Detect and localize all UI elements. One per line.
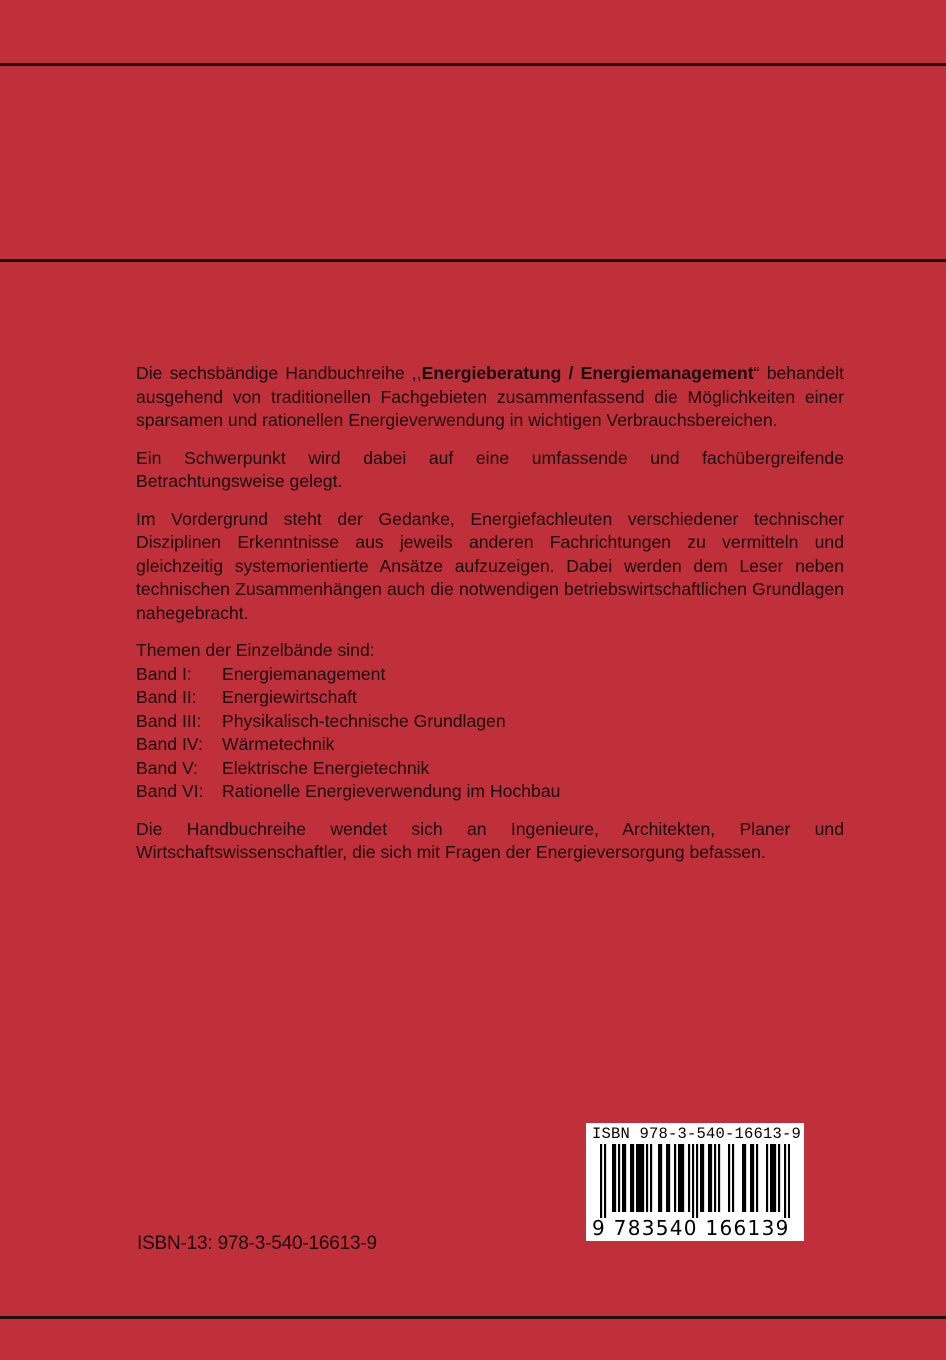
barcode-digits: 9 783540 166139: [592, 1216, 790, 1240]
barcode-bar: [718, 1144, 720, 1212]
barcode-bar: [702, 1144, 704, 1212]
barcode-bar: [650, 1144, 652, 1212]
barcode-bar: [638, 1144, 640, 1212]
top-rule-2: [0, 259, 946, 262]
barcode-bar: [784, 1144, 786, 1218]
barcode-bar: [708, 1144, 710, 1212]
barcode-bar: [636, 1144, 638, 1212]
bottom-rule: [0, 1316, 946, 1319]
band-row: Band III: Physikalisch-technische Grundlagen: [136, 710, 506, 731]
barcode-bar: [600, 1144, 602, 1218]
barcode-bar: [630, 1144, 632, 1212]
barcode-bar: [678, 1144, 680, 1212]
blurb-text: [136, 362, 844, 879]
barcode-bar: [750, 1144, 752, 1212]
barcode-bar: [788, 1144, 790, 1218]
top-rule-1: [0, 63, 946, 66]
barcode-bar: [774, 1144, 776, 1212]
barcode-bar: [674, 1144, 676, 1212]
barcode-bar: [700, 1144, 702, 1212]
barcode-bar: [752, 1144, 754, 1212]
band-row: Band VI: Rationelle Energieverwendung im Hochbau: [136, 781, 561, 801]
barcode-bar: [680, 1144, 682, 1212]
barcode-bar: [756, 1144, 758, 1212]
barcode-bar: [624, 1144, 626, 1212]
paragraph-3: Im Vordergrund steht der Gedanke, Energiefachleuten verschiedener technischer Disziplinen Erkenntnisse aus jeweils anderen Fachrichtungen zu vermitteln und gleichzeitig systemorientierte Ansätze aufzuzeigen. Dabei werden dem Leser neben technischen Zusammenhängen auch die notwendigen betriebswirtschaftlichen Grundlagen nahegebracht.: [136, 508, 844, 623]
barcode-bar: [696, 1144, 698, 1218]
band-list: [136, 639, 844, 804]
barcode-isbn-text: ISBN 978-3-540-16613-9: [592, 1125, 802, 1143]
barcode-bar: [640, 1144, 642, 1212]
barcode-bar: [646, 1144, 648, 1212]
barcode-bar: [744, 1144, 746, 1212]
barcode-bar: [732, 1144, 734, 1212]
intro-paragraph: Die sechsbändige Handbuchreihe ,,Energieberatung / Energiemanagement“ behandelt ausgehend von traditionellen Fachgebieten zusammenfassend die Möglichkeiten einer sparsamen und rationellen Energieverwendung in wichtigen Verbrauchsbereichen.: [136, 363, 844, 430]
barcode-bar: [614, 1144, 616, 1212]
barcode-bar: [658, 1144, 660, 1212]
barcode-bar: [666, 1144, 668, 1212]
barcode: [586, 1123, 804, 1241]
barcode-bar: [692, 1144, 694, 1218]
barcode-bar: [604, 1144, 606, 1218]
barcode-bar: [710, 1144, 712, 1212]
barcode-bar: [632, 1144, 634, 1212]
barcode-bar: [682, 1144, 684, 1212]
barcode-bar: [772, 1144, 774, 1212]
themes-heading: Themen der Einzelbände sind:: [136, 640, 375, 660]
barcode-bar: [766, 1144, 768, 1212]
closing-paragraph: Die Handbuchreihe wendet sich an Ingenieure, Architekten, Planer und Wirtschaftswissenschaftler, die sich mit Fragen der Energieversorgung befassen.: [136, 818, 844, 862]
band-row: Band IV: Wärmetechnik: [136, 734, 335, 754]
barcode-bars-graphic: [600, 1144, 790, 1218]
paragraph-2: Ein Schwerpunkt wird dabei auf eine umfassende und fachübergreifende Betrachtungsweise gelegt.: [136, 447, 844, 491]
barcode-bar: [728, 1144, 730, 1212]
barcode-bar: [688, 1144, 690, 1212]
barcode-bar: [742, 1144, 744, 1212]
band-row: Band II: Energiewirtschaft: [136, 687, 357, 707]
barcode-bar: [622, 1144, 624, 1212]
barcode-bar: [618, 1144, 620, 1212]
isbn-13-label: ISBN-13: 978-3-540-16613-9: [137, 1233, 377, 1254]
barcode-bar: [612, 1144, 614, 1212]
barcode-bar: [668, 1144, 670, 1212]
barcode-bar: [642, 1144, 644, 1212]
series-title: Energieberatung / Energiemanagement: [421, 363, 754, 383]
barcode-bar: [660, 1144, 662, 1212]
barcode-bar: [778, 1144, 780, 1212]
barcode-bar: [770, 1144, 772, 1212]
band-row: Band I: Energiemanagement: [136, 663, 386, 684]
barcode-bar: [714, 1144, 716, 1212]
band-row: Band V: Elektrische Energietechnik: [136, 757, 430, 778]
